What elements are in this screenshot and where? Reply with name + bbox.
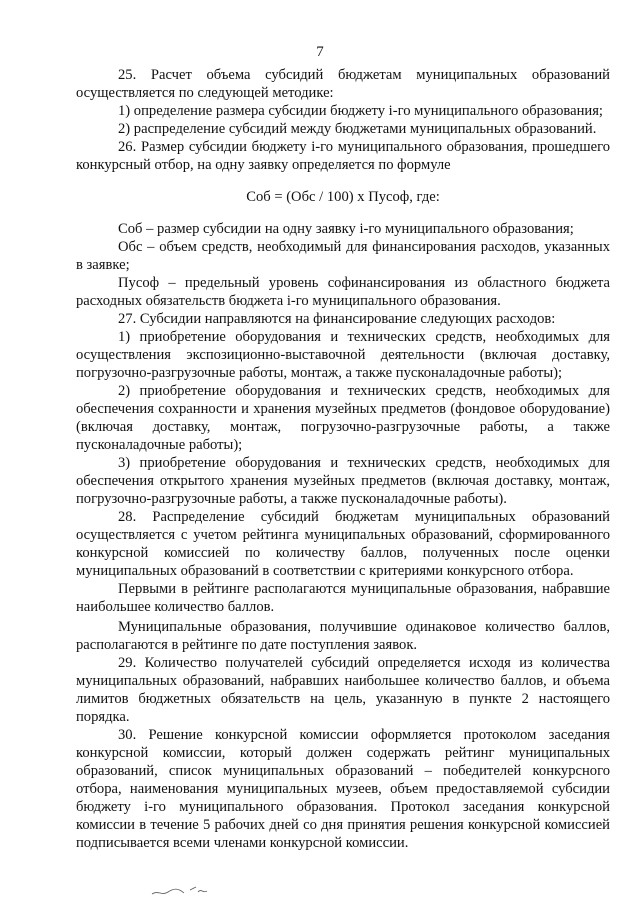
paragraph-25-item-1: 1) определение размера субсидии бюджету i-го муниципального образования;	[118, 103, 603, 119]
page-number: 7	[316, 44, 324, 60]
paragraph-27-item-3: 3) приобретение оборудования и технических средств, необходимых для обеспечения открытого хранения музейных предметов (включая доставку, монтаж, погрузочно-разгрузочные работы, а также пусконаладочные работы).	[76, 455, 610, 507]
paragraph-30: 30. Решение конкурсной комиссии оформляется протоколом заседания конкурсной комиссии, который должен содержать рейтинг муниципальных образований, список муниципальных образований – победителей конкурсного отбора, наименования муниципальных музеев, объем предоставляемой субсидии бюджету i-го муниципального образования. Протокол заседания конкурсной комиссии в течение 5 рабочих дней со дня принятия решения конкурсной комиссией подписывается всеми членами конкурсной комиссии.	[76, 727, 610, 851]
paragraph-27-item-2: 2) приобретение оборудования и технических средств, необходимых для обеспечения сохранности и хранения музейных предметов (фондовое оборудование) (включая доставку, монтаж, погрузочно-разгрузочные работы, а также пусконаладочные работы);	[76, 383, 610, 453]
definition-pusof: Пусоф – предельный уровень софинансирования из областного бюджета расходных обязательств бюджета i-го муниципального образования.	[76, 275, 610, 309]
paragraph-29: 29. Количество получателей субсидий определяется исходя из количества муниципальных образований, набравших наибольшее количество баллов, и объема лимитов бюджетных обязательств на цель, указанную в пункте 2 настоящего порядка.	[76, 655, 610, 725]
paragraph-25-item-2: 2) распределение субсидий между бюджетами муниципальных образований.	[118, 121, 597, 137]
paragraph-28-equal-score: Муниципальные образования, получившие одинаковое количество баллов, располагаются в рейтинге по дате поступления заявок.	[76, 619, 610, 653]
definition-obs: Обс – объем средств, необходимый для финансирования расходов, указанных в заявке;	[76, 239, 610, 273]
formula: Соб = (Обс / 100) х Пусоф, где:	[246, 189, 440, 205]
paragraph-28-ranking: Первыми в рейтинге располагаются муниципальные образования, набравшие наибольшее количество баллов.	[76, 581, 610, 615]
paragraph-25: 25. Расчет объема субсидий бюджетам муниципальных образований осуществляется по следующей методике:	[76, 67, 610, 101]
definition-sob: Соб – размер субсидии на одну заявку i-го муниципального образования;	[118, 221, 574, 237]
paragraph-28: 28. Распределение субсидий бюджетам муниципальных образований осуществляется с учетом рейтинга муниципальных образований, сформированного конкурсной комиссией по количеству баллов, полученных после оценки муниципальных образований в соответствии с критериями конкурсного отбора.	[76, 509, 610, 579]
handwritten-mark	[150, 876, 240, 900]
paragraph-27-item-1: 1) приобретение оборудования и технических средств, необходимых для осуществления экспозиционно-выставочной деятельности (включая доставку, погрузочно-разгрузочные работы, монтаж, а также пусконаладочные работы);	[76, 329, 610, 381]
paragraph-27: 27. Субсидии направляются на финансирование следующих расходов:	[118, 311, 556, 327]
document-body	[76, 66, 610, 852]
paragraph-26: 26. Размер субсидии бюджету i-го муниципального образования, прошедшего конкурсный отбор, на одну заявку определяется по формуле	[76, 139, 610, 173]
